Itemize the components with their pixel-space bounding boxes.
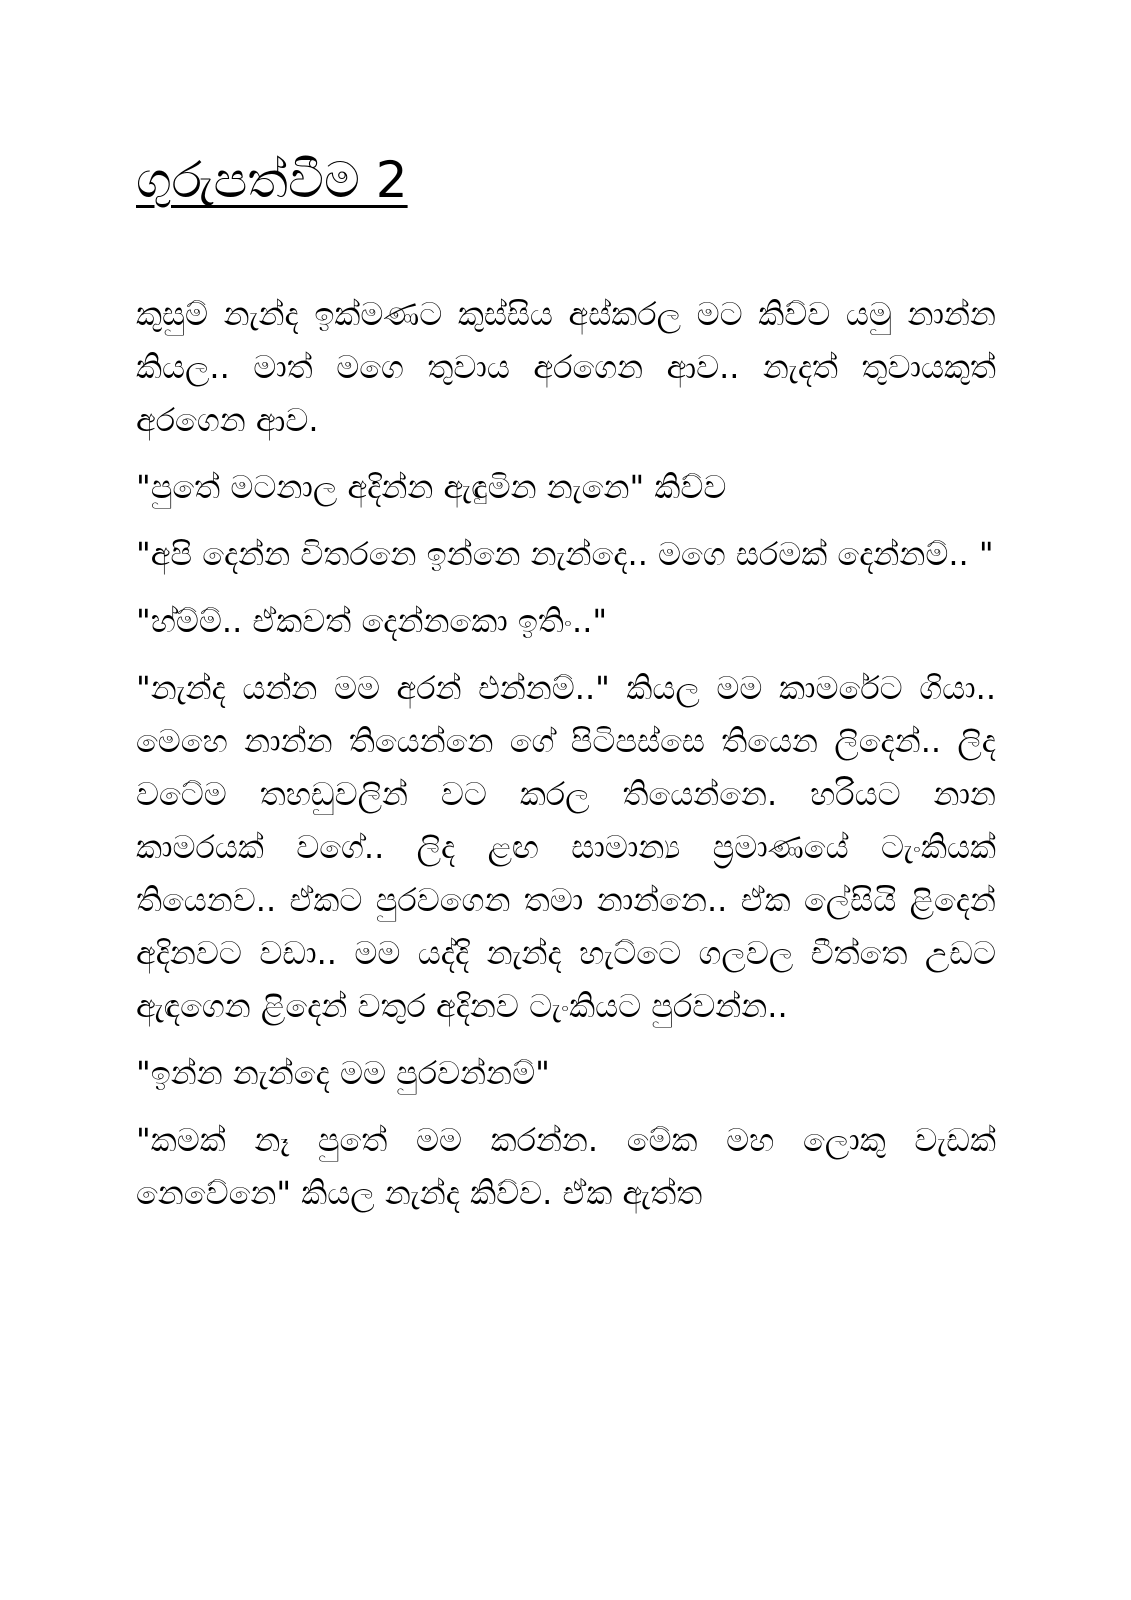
paragraph: "පුතේ මටනාල අදින්න ඇඳුමින නැනෙ" කිව්ව: [136, 468, 727, 506]
paragraph: "නැන්ද යන්න මම අරන් එන්නම්.." කියල මම කාමරේට ගියා.. මෙහෙ නාන්න තියෙන්නෙ ගේ පිටිපස්සෙ තියෙන ලිදෙන්.. ලිද වටේම තහඩුවලින් වට කරල තියෙන්නෙ. හරියට නාන කාමරයක් වගේ.. ලිද ළඟ සාමාන්‍ය ප්‍රමාණයේ ටැංකියක් තියෙනව.. ඒකට පුරවගෙන තමා නාන්නෙ.. ඒක ලේසියි ළිදෙන් අදිනවට වඩා.. මම යද්දි නැන්ද හැට්ටෙ ගලවල චීත්තෙ උඩට ඇඳගෙන ළිදෙන් වතුර අදිනව ටැංකියට පුරවන්න..: [136, 669, 996, 1025]
paragraph: "ඉන්න නැන්දෙ මම පුරවන්නම්": [136, 1054, 550, 1092]
document-title: ගුරුපත්වීම 2: [136, 151, 408, 209]
paragraph: "කමක් නෑ පුතේ මම කරන්න. මේක මහ ලොකු වැඩක් නෙවේනෙ" කියල නැන්ද කිව්ව. ඒක ඇත්ත: [136, 1121, 996, 1212]
paragraph: "හ්ම්ම්.. ඒකවත් දෙන්නකො ඉතිං..": [136, 602, 608, 640]
document-body: [136, 288, 996, 1234]
paragraph: "අපි දෙන්න විතරනෙ ඉන්නෙ නැන්දෙ.. මගෙ සරමක් දෙන්නම්.. ": [136, 535, 994, 573]
paragraph: කුසුම් නැන්ද ඉක්මණට කුස්සිය අස්කරල මට කිව්ව යමු නාන්න කියල.. මාත් මගෙ තුවාය අරගෙන ආව.. නැදත් තුවායකුත් අරගෙන ආව.: [136, 295, 996, 439]
